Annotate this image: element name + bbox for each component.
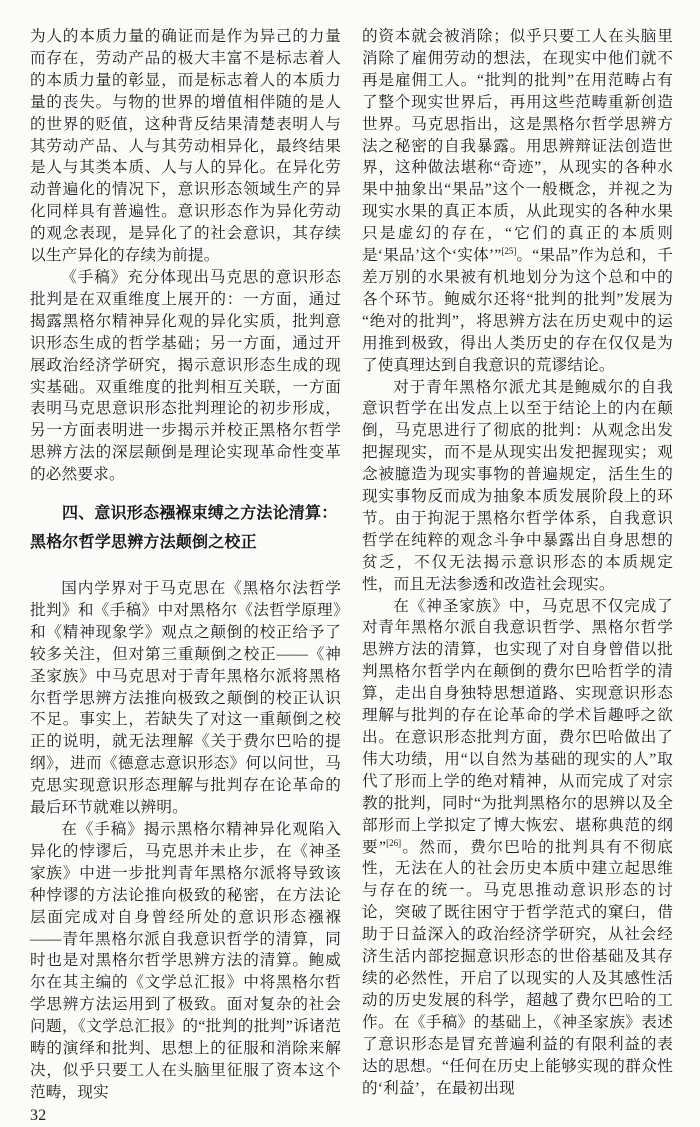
page-number: 32 [30, 1106, 47, 1124]
paragraph-text: 。“果品”作为总和，千差万别的水果被有机地划分为这个总和中的各个环节。鲍威尔还将“批判的批判”发展为“绝对的批判”，将思辨方法在历史观中的运用推到极致，得出人类历史的存在仅仅是为了使真理达到自我意识的荒谬结论。 [362, 247, 673, 374]
paragraph: 在《手稿》揭示黑格尔精神异化观陷入异化的悖谬后，马克思并未止步，在《神圣家族》中进一步批判青年黑格尔派将导致该种悖谬的方法论推向极致的秘密，在方法论层面完成对自身曾经所处的意识形态襁褓——青年黑格尔派自我意识哲学的清算，同时也是对黑格尔哲学思辨方法的清算。鲍威尔在其主编的《文学总汇报》中将黑格尔哲学思辨方法运用到了极致。面对复杂的社会问题，《文学总汇报》的“批判的批判”诉诸范畴的演绎和批判、思想上的征服和消除来解决，似乎只要工人在头脑里征服了资本这个范畴，现实 [30, 821, 341, 1101]
paragraph: 对于青年黑格尔派尤其是鲍威尔的自我意识哲学在出发点上以至于结论上的内在颠倒，马克思进行了彻底的批判：从观念出发把握现实，而不是从现实出发把握现实；观念被臆造为现实事物的普遍规定，活生生的现实事物反而成为抽象本质发展阶段上的环节。由于拘泥于黑格尔哲学体系，自我意识哲学在纯粹的观念斗争中暴露出自身思想的贫乏，不仅无法揭示意识形态的本质规定性，而且无法参透和改造社会现实。 [362, 378, 673, 593]
paragraph: 《手稿》充分体现出马克思的意识形态批判是在双重维度上展开的：一方面，通过揭露黑格尔精神异化观的异化实质，批判意识形态生成的哲学基础；另一方面，通过开展政治经济学研究，揭示意识形态生成的现实基础。双重维度的批判相互关联，一方面表明马克思意识形态批判理论的初步形成，另一方面表明进一步揭示并校正黑格尔哲学思辨方法的深层颠倒是理论实现革命性变革的必然要求。 [30, 268, 341, 484]
paragraph-text: 。然而，费尔巴哈的批判具有不彻底性，无法在人的社会历史本质中建立起思维与存在的统一。马克思推动意识形态的讨论，突破了既往困守于哲学范式的窠臼，借助于日益深入的政治经济学研究，从社会经济生活内部挖掘意识形态的世俗基础及其存续的必然性，开启了以现实的人及其感性活动的历史发展的科学，超越了费尔巴哈的工作。在《手稿》的基础上，《神圣家族》表述了意识形态是冒充普遍利益的有限利益的表达的思想。“任何在历史上能够实现的群众性的‘利益’，在最初出现 [362, 838, 674, 1097]
paragraph-text: 在《神圣家族》中，马克思不仅完成了对青年黑格尔派自我意识哲学、黑格尔哲学思辨方法的清算，也实现了对自身曾借以批判黑格尔哲学内在颠倒的费尔巴哈哲学的清算，走出自身独特思想道路、实现意识形态理解与批判的存在论革命的学术旨趣呼之欲出。在意识形态批判方面，费尔巴哈做出了伟大功绩，用“以自然为基础的现实的人”取代了形而上学的绝对精神，从而完成了对宗教的批判，同时“为批判黑格尔的思辨以及全部形而上学拟定了博大恢宏、堪称典范的纲要” [362, 597, 673, 856]
section-heading-line-2: 黑格尔哲学思辨方法颠倒之校正 [30, 534, 257, 552]
paragraph [362, 596, 673, 1100]
section-heading [30, 499, 341, 557]
paragraph-continued-from-left-column [362, 26, 673, 377]
footnote-ref-25: [25] [501, 245, 517, 256]
paragraph-continued-from-previous-page: 为人的本质力量的确证而是作为异己的力量而存在，劳动产品的极大丰富不是标志着人的本质力量的彰显，而是标志着人的本质力量的丧失。与物的世界的增值相伴随的是人的世界的贬值，这种背反结果清楚表明人与其劳动产品、人与其劳动相异化，最终结果是人与其类本质、人与人的异化。在异化劳动普遍化的情况下，意识形态领域生产的异化同样具有普遍性。意识形态作为异化劳动的观念表现，是异化了的社会意识，其存续以生产异化的存续为前提。 [30, 28, 341, 265]
left-column [30, 26, 341, 1124]
paragraph: 国内学界对于马克思在《黑格尔法哲学批判》和《手稿》中对黑格尔《法哲学原理》和《精神现象学》观点之颠倒的校正给予了较多关注，但对第三重颠倒之校正——《神圣家族》中马克思对于青年黑格尔派将黑格尔哲学思辨方法推向极致之颠倒的校正认识不足。事实上，若缺失了对这一重颠倒之校正的说明，就无法理解《关于费尔巴哈的提纲》，进而《德意志意识形态》何以问世，马克思实现意识形态理解与批判存在论革命的最后环节就难以辨明。 [30, 580, 341, 817]
footnote-ref-26: [26] [386, 837, 402, 848]
paragraph-text: 的资本就会被消除；似乎只要工人在头脑里消除了雇佣劳动的想法，在现实中他们就不再是雇佣工人。“批判的批判”在用范畴占有了整个现实世界后，再用这些范畴重新创造世界。马克思指出，这是黑格尔哲学思辨方法之秘密的自我暴露。用思辨辩证法创造世界，这种做法堪称“奇迹”，从现实的各种水果中抽象出“果品”这个一般概念，并视之为现实水果的真正本质，从此现实的各种水果只是虚幻的存在，“它们的真正的本质则是‘果品’这个‘实体’” [362, 28, 673, 265]
right-column [362, 26, 674, 1097]
section-heading-line-1: 四、意识形态襁褓束缚之方法论清算： [62, 505, 338, 523]
